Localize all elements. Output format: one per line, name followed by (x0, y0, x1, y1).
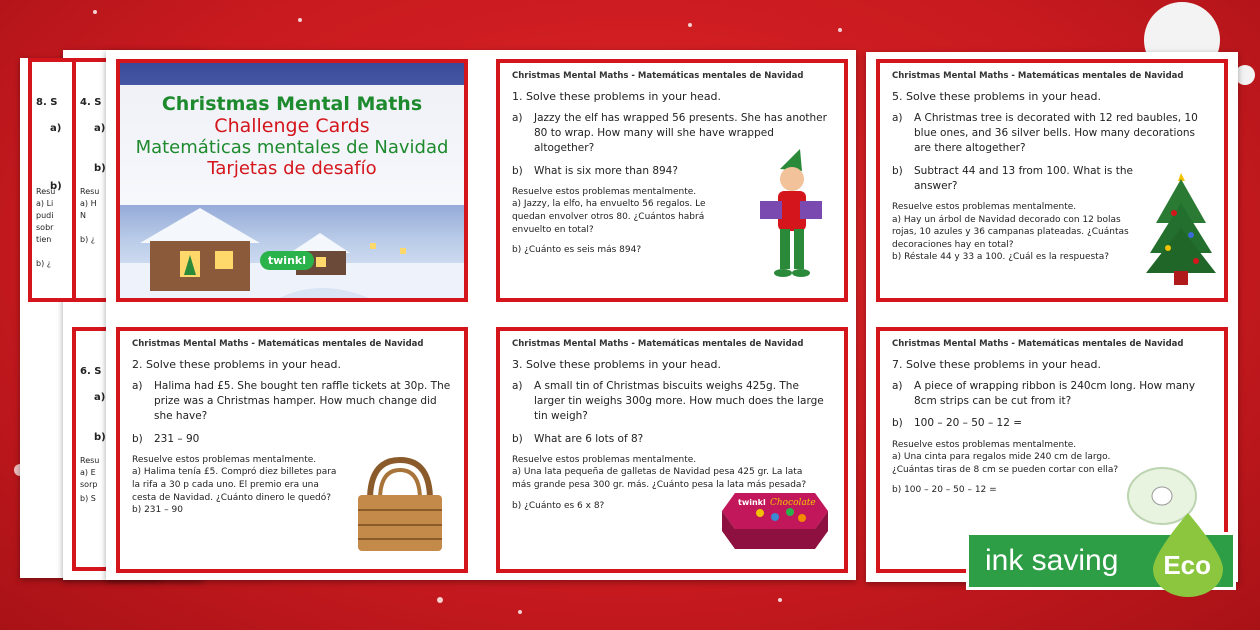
christmas-tree-illustration (1146, 173, 1216, 288)
cover-subtitle: Challenge Cards (214, 115, 370, 137)
card-1-b: b) What is six more than 894? (512, 164, 678, 177)
card-5 (876, 59, 1228, 302)
card-2 (116, 327, 468, 573)
card-3-b: b) What are 6 lots of 8? (512, 432, 644, 445)
cover-subtitle-es: Tarjetas de desafío (207, 158, 377, 179)
frag-6-resu: Resu (80, 456, 100, 465)
card-7-spanish: Resuelve estos problemas mentalmente. a) Una cinta para regalos mide 240 cm de largo. ¿Cuántas tiras de 8 cm se pueden cortar con ella? b) 100 – 20 – 50 – 12 = (892, 439, 1119, 496)
frag-6-title: 6. S (80, 366, 102, 377)
card-2-a: a) Halima had £5. She bought ten raffle tickets at 30p. The prize was a Christmas hamper. How much change did she have? (132, 380, 451, 423)
tin-label-twinkl: twinkl (738, 498, 766, 507)
frag-8-title: 8. S (36, 97, 58, 108)
tin-label-chocolate: Chocolate (770, 498, 816, 508)
twinkl-logo: twinkl (260, 251, 314, 270)
elf-illustration (750, 149, 830, 284)
card-5-title: 5. Solve these problems in your head. (892, 90, 1102, 103)
eco-badge: Eco (1163, 550, 1211, 580)
card-2-b: b) 231 – 90 (132, 432, 200, 445)
card-5-b: b) Subtract 44 and 13 from 100. What is the answer? (892, 164, 1133, 192)
card-1 (496, 59, 848, 302)
card-5-spanish: Resuelve estos problemas mentalmente. a) Hay un árbol de Navidad decorado con 12 bolas rojas, 10 azules y 36 campanas plateadas. ¿Cuántas decoraciones hay en total? b) Réstale 44 y 33 a 100. ¿Cuál es la respuesta? (892, 202, 1129, 263)
card-2-spanish: Resuelve estos problemas mentalmente. a) Halima tenía £5. Compró diez billetes para la rifa a 30 p cada uno. El premio era una cesta de Navidad. ¿Cuánto dinero le quedó? b) 231 – 90 (132, 454, 337, 516)
frag-8-es-a: a) Li (36, 199, 54, 208)
card-3-spanish: Resuelve estos problemas mentalmente. a) Una lata pequeña de galletas de Navidad pesa 425 gr. La lata más grande pesa 300 gr. más. ¿Cuánto pesa la lata más pesada? b) ¿Cuánto es 6 x 8? (512, 454, 807, 511)
ink-saving-eco-banner (966, 532, 1236, 590)
card-3 (496, 327, 848, 573)
ink-saving-label: ink saving (985, 544, 1119, 577)
frag-6-es-a2: sorp (80, 480, 98, 489)
card-3-title: 3. Solve these problems in your head. (512, 358, 722, 371)
cover-title-band (120, 85, 464, 205)
frag-6-es-a: a) E (80, 468, 96, 477)
frag-4-title: 4. S (80, 97, 102, 108)
frag-6-a: a) (94, 392, 106, 403)
frag-4-a: a) (94, 123, 106, 134)
card-header: Christmas Mental Maths - Matemáticas mentales de Navidad (132, 339, 424, 349)
card-header: Christmas Mental Maths - Matemáticas mentales de Navidad (892, 339, 1184, 349)
frag-4-b: b) (94, 163, 106, 174)
frag-6-es-b: b) S (80, 494, 96, 503)
card-1-title: 1. Solve these problems in your head. (512, 90, 722, 103)
frag-8-es-b: b) ¿ (36, 259, 51, 268)
card-header: Christmas Mental Maths - Matemáticas mentales de Navidad (512, 71, 804, 81)
frag-6-b: b) (94, 432, 106, 443)
card-5-a: a) A Christmas tree is decorated with 12 red baubles, 10 blue ones, and 36 silver bells. How many decorations are there altogether? (892, 112, 1198, 155)
cover-title-es: Matemáticas mentales de Navidad (135, 137, 449, 158)
cover-card (116, 59, 468, 302)
frag-4-es-a2: N (80, 211, 86, 220)
card-7-title: 7. Solve these problems in your head. (892, 358, 1102, 371)
card-header: Christmas Mental Maths - Matemáticas mentales de Navidad (892, 71, 1184, 81)
card-1-a: a) Jazzy the elf has wrapped 56 presents. She has another 80 to wrap. How many will she have wrapped altogether? (512, 112, 827, 155)
frag-8-a: a) (50, 123, 62, 134)
card-3-a: a) A small tin of Christmas biscuits weighs 425g. The larger tin weighs 300g more. How much does the large tin weigh? (512, 380, 824, 423)
card-header: Christmas Mental Maths - Matemáticas mentales de Navidad (512, 339, 804, 349)
frag-8-es-a3: sobr (36, 223, 54, 232)
frag-4-es-a: a) H (80, 199, 97, 208)
biscuit-tin-illustration (720, 485, 830, 553)
cover-title: Christmas Mental Maths (161, 93, 423, 115)
frag-8-es-a2: pudi (36, 211, 54, 220)
frag-8-b: b) (50, 181, 62, 192)
card-7-b: b) 100 – 20 – 50 – 12 = (892, 417, 1023, 430)
frag-8-resu: Resu (36, 187, 56, 196)
card-2-title: 2. Solve these problems in your head. (132, 358, 342, 371)
frag-8-es-a4: tien (36, 235, 52, 244)
hamper-basket-illustration (350, 455, 450, 555)
frag-4-es-b: b) ¿ (80, 235, 95, 244)
frag-4-resu: Resu (80, 187, 100, 196)
card-1-spanish: Resuelve estos problemas mentalmente. a) Jazzy, la elfo, ha envuelto 56 regalos. Le quedan envolver otros 80. ¿Cuántos habrá envuelto en total? b) ¿Cuánto es seis más 894? (512, 186, 706, 256)
card-7-a: a) A piece of wrapping ribbon is 240cm long. How many 8cm strips can be cut from it? (892, 380, 1196, 408)
